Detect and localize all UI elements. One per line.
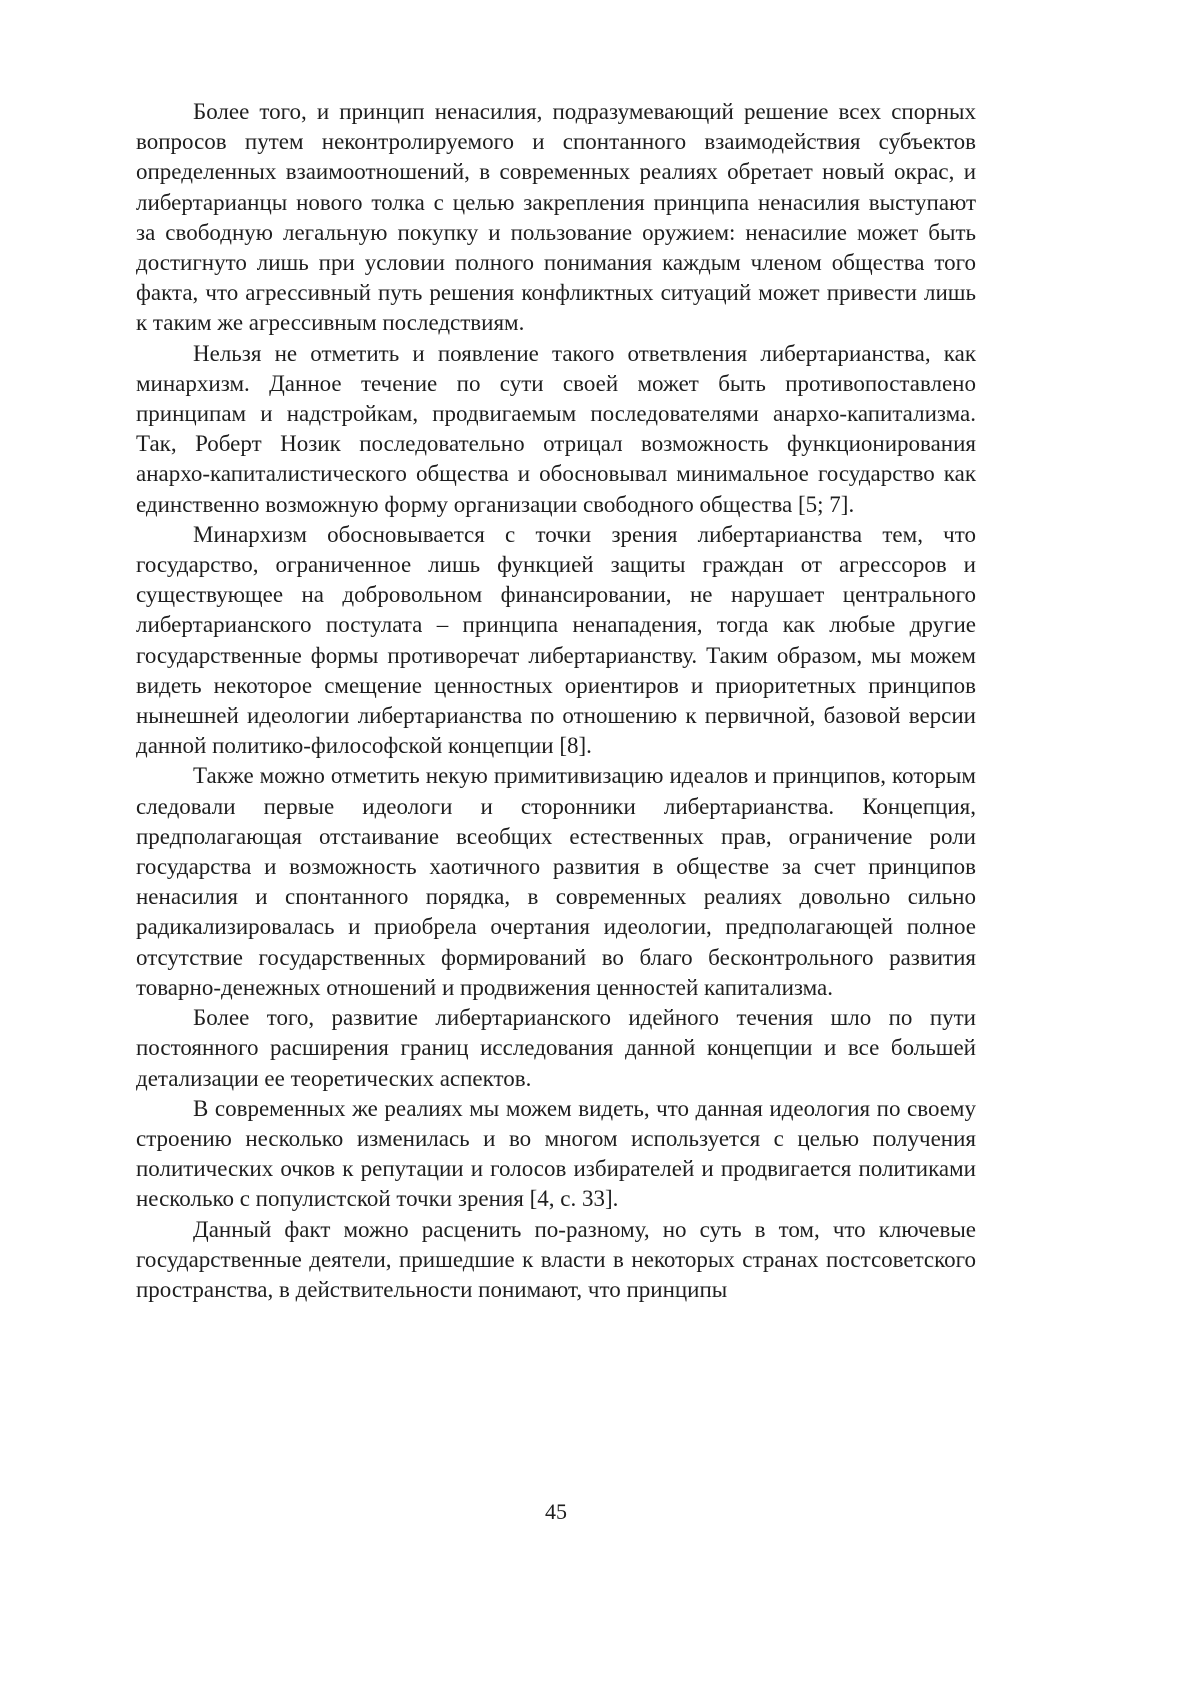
paragraph-5: Более того, развитие либертарианского идейного течения шло по пути постоянного расширения границ исследования данной концепции и все большей детализации ее теоретических аспектов. — [136, 1005, 976, 1091]
paragraph-4: Также можно отметить некую примитивизацию идеалов и принципов, которым следовали первые идеологи и сторонники либертарианства. Концепция, предполагающая отстаивание всеобщих естественных прав, ограничение роли государства и возможность хаотичного развития в обществе за счет принципов ненасилия и спонтанного порядка, в современных реалиях довольно сильно радикализировалась и приобрела очертания идеологии, предполагающей полное отсутствие государственных формирований во благо бесконтрольного развития товарно-денежных отношений и продвижения ценностей капитализма. — [136, 763, 976, 1000]
paragraph-6: В современных же реалиях мы можем видеть, что данная идеология по своему строению несколько изменилась и во многом используется с целью получения политических очков к репутации и голосов избирателей и продвигается политиками несколько с популистской точки зрения [4, с. 33]. — [136, 1095, 976, 1212]
page-number: 45 — [545, 1499, 567, 1524]
paragraph-3: Минархизм обосновывается с точки зрения либертарианства тем, что государство, ограниченное лишь функцией защиты граждан от агрессоров и существующее на добровольном финансировании, не нарушает центрального либертарианского постулата – принципа ненападения, тогда как любые другие государственные формы противоречат либертарианству. Таким образом, мы можем видеть некоторое смещение ценностных ориентиров и приоритетных принципов нынешней идеологии либертарианства по отношению к первичной, базовой версии данной политико-философской концепции [8]. — [136, 521, 976, 759]
text-block — [136, 97, 976, 1305]
paragraph-1: Более того, и принцип ненасилия, подразумевающий решение всех спорных вопросов путем неконтролируемого и спонтанного взаимодействия субъектов определенных взаимоотношений, в современных реалиях обретает новый окрас, и либертарианцы нового толка с целью закрепления принципа ненасилия выступают за свободную легальную покупку и пользование оружием: ненасилие может быть достигнуто лишь при условии полного понимания каждым членом общества того факта, что агрессивный путь решения конфликтных ситуаций может привести лишь к таким же агрессивным последствиям. — [136, 99, 976, 336]
paragraph-2: Нельзя не отметить и появление такого ответвления либертарианства, как минархизм. Данное течение по сути своей может быть противопоставлено принципам и надстройкам, продвигаемым последователями анархо-капитализма. Так, Роберт Нозик последовательно отрицал возможность функционирования анархо-капиталистического общества и обосновывал минимальное государство как единственно возможную форму организации свободного общества [5; 7]. — [136, 340, 976, 517]
paragraph-7: Данный факт можно расценить по-разному, но суть в том, что ключевые государственные деятели, пришедшие к власти в некоторых странах постсоветского пространства, в действительности понимают, что принципы — [136, 1216, 976, 1302]
